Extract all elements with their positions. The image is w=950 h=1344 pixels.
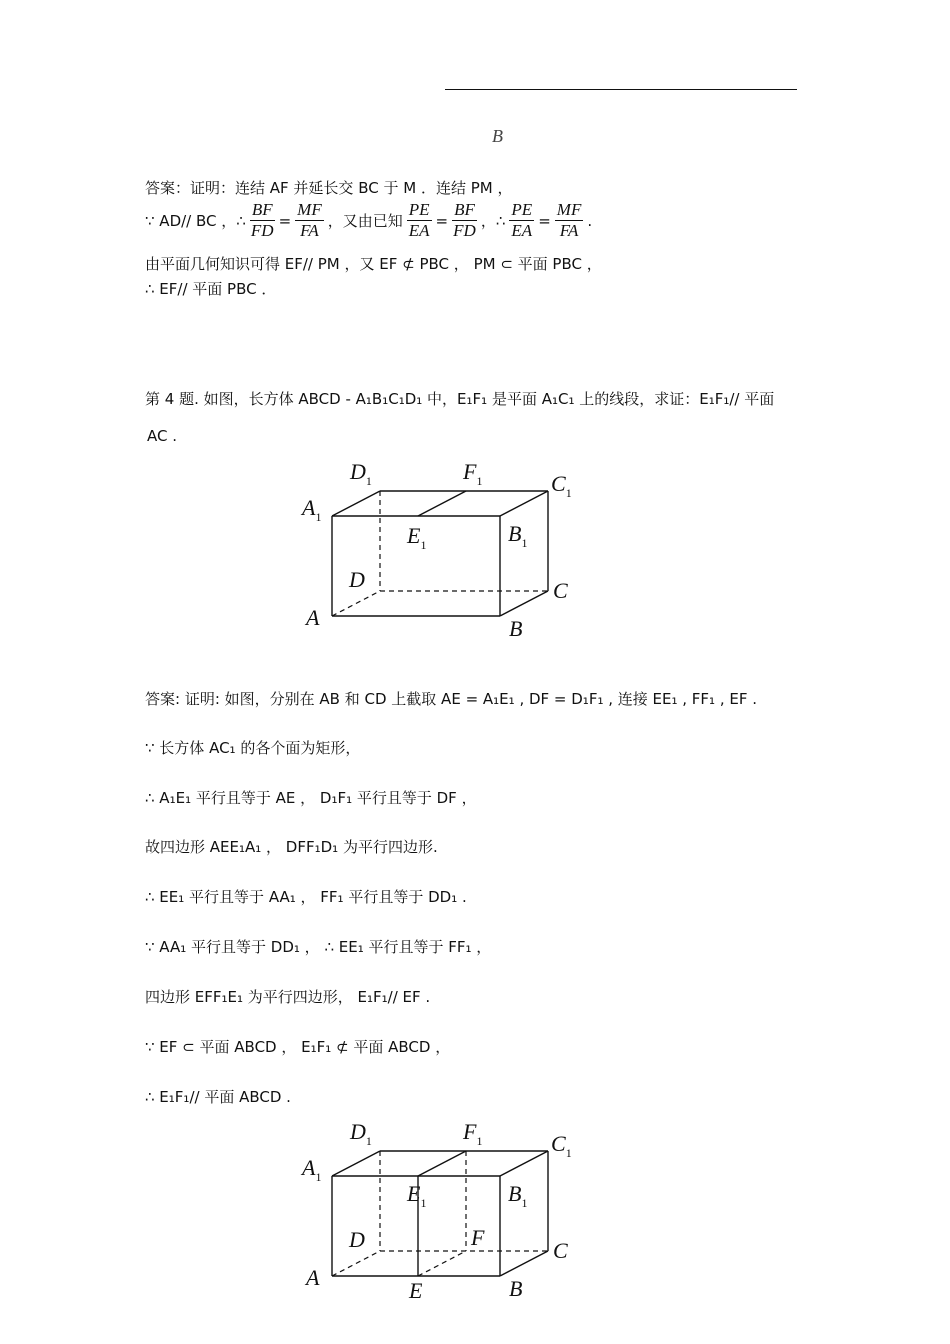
label-b1: $B_1$ [508, 521, 528, 550]
frac2-den: FA [300, 221, 319, 240]
label-c1: $C_1$ [551, 1131, 572, 1160]
answer4-line7: 四边形 EFF₁E₁ 为平行四边形， E₁F₁// EF . [145, 988, 431, 1006]
answer3-therefore: ，∴ [480, 212, 506, 230]
top-label-b: B [492, 126, 503, 146]
fraction-pe-ea-2 [509, 200, 534, 241]
hidden-edge-a-d [332, 1251, 380, 1276]
label-a1: $A_1$ [302, 1155, 322, 1184]
figure1-cuboid [0, 455, 950, 645]
label-e1: $E_1$ [407, 523, 427, 552]
answer3-line3: 由平面几何知识可得 EF// PM ，又 EF ⊄ PBC ， PM ⊂ 平面 PBC ， [145, 255, 602, 273]
answer3-mid-text: ，又由已知 [327, 212, 403, 230]
edge-b1-c1 [500, 1151, 548, 1176]
label-b: B [509, 616, 523, 641]
edge-b1-c1 [500, 491, 548, 516]
label-c: C [553, 1238, 568, 1263]
label-d: D [349, 1227, 365, 1252]
fraction-bf-fd-2 [452, 200, 477, 241]
label-a1: $A_1$ [302, 495, 322, 524]
label-f1: $F_1$ [463, 459, 483, 488]
fraction-mf-fa-2 [555, 200, 584, 241]
answer4-line5: ∴ EE₁ 平行且等于 AA₁ ， FF₁ 平行且等于 DD₁ . [145, 888, 467, 906]
answer3-line4: ∴ EF// 平面 PBC ． [145, 280, 277, 298]
label-e: E [409, 1278, 423, 1303]
answer4-line9: ∴ E₁F₁// 平面 ABCD . [145, 1088, 291, 1106]
answer3-line2: ∵ AD// BC ，∴ $\frac{BF}{FD}$ = $\frac{MF}{FA}$ ，又由已知 $\frac{PE}{EA}$ = $\frac{BF}{FD}$ ，∴ $\frac{PE}{EA}$ = $\frac{MF}{FA}$ . [145, 200, 593, 240]
frac3-num: PE [408, 200, 430, 219]
answer4-line1: 答案: 证明: 如图，分别在 AB 和 CD 上截取 AE = A₁E₁ , DF = D₁F₁ , 连接 EE₁ , FF₁ , EF . [145, 690, 758, 708]
label-c: C [553, 578, 568, 603]
frac3-den: EA [408, 221, 430, 240]
label-a: A [306, 1265, 320, 1290]
hidden-segment-e-f [418, 1251, 466, 1276]
edge-a1-d1 [332, 1151, 380, 1176]
answer3-line2-prefix: ∵ AD// BC ，∴ [145, 212, 246, 230]
label-b1: $B_1$ [508, 1181, 528, 1210]
answer3-line1: 答案：证明：连结 AF 并延长交 BC 于 M ．连结 PM ， [145, 179, 513, 197]
frac5-den: EA [511, 221, 533, 240]
frac1-num: BF [251, 200, 273, 219]
question4-line1: 第 4 题. 如图，长方体 ABCD - A₁B₁C₁D₁ 中，E₁F₁ 是平面 A₁C₁ 上的线段，求证：E₁F₁// 平面 [145, 390, 775, 408]
fraction-bf-fd [250, 200, 275, 241]
label-b: B [509, 1276, 523, 1301]
frac6-num: MF [556, 200, 582, 219]
hidden-edge-a-d [332, 591, 380, 616]
label-d: D [349, 567, 365, 592]
edge-b-c [500, 591, 548, 616]
segment-e1-f1 [418, 491, 466, 516]
frac1-den: FD [250, 221, 274, 240]
answer4-line2: ∵ 长方体 AC₁ 的各个面为矩形， [145, 739, 361, 757]
answer4-line3: ∴ A₁E₁ 平行且等于 AE ， D₁F₁ 平行且等于 DF ， [145, 789, 477, 807]
answer4-line8: ∵ EF ⊂ 平面 ABCD ， E₁F₁ ⊄ 平面 ABCD ， [145, 1038, 451, 1056]
segment-e1-f1 [418, 1151, 466, 1176]
frac5-num: PE [511, 200, 533, 219]
edge-a1-d1 [332, 491, 380, 516]
frac4-num: BF [454, 200, 475, 219]
label-d1: $D_1$ [350, 1119, 372, 1148]
frac2-num: MF [297, 200, 322, 219]
question4-line2: AC . [147, 427, 178, 445]
answer4-line6: ∵ AA₁ 平行且等于 DD₁ ， ∴ EE₁ 平行且等于 FF₁ ， [145, 938, 492, 956]
label-a: A [306, 605, 320, 630]
top-rule [445, 89, 797, 90]
fraction-mf-fa [295, 200, 324, 241]
frac6-den: FA [559, 221, 579, 240]
frac4-den: FD [453, 221, 476, 240]
label-c1: $C_1$ [551, 471, 572, 500]
fraction-pe-ea [407, 200, 432, 241]
edge-b-c [500, 1251, 548, 1276]
label-e1: $E_1$ [407, 1181, 427, 1210]
label-d1: $D_1$ [350, 459, 372, 488]
figure2-cuboid [0, 1115, 950, 1315]
label-f: F [471, 1225, 485, 1250]
answer4-line4: 故四边形 AEE₁A₁ ， DFF₁D₁ 为平行四边形. [145, 838, 438, 856]
label-f1: $F_1$ [463, 1119, 483, 1148]
